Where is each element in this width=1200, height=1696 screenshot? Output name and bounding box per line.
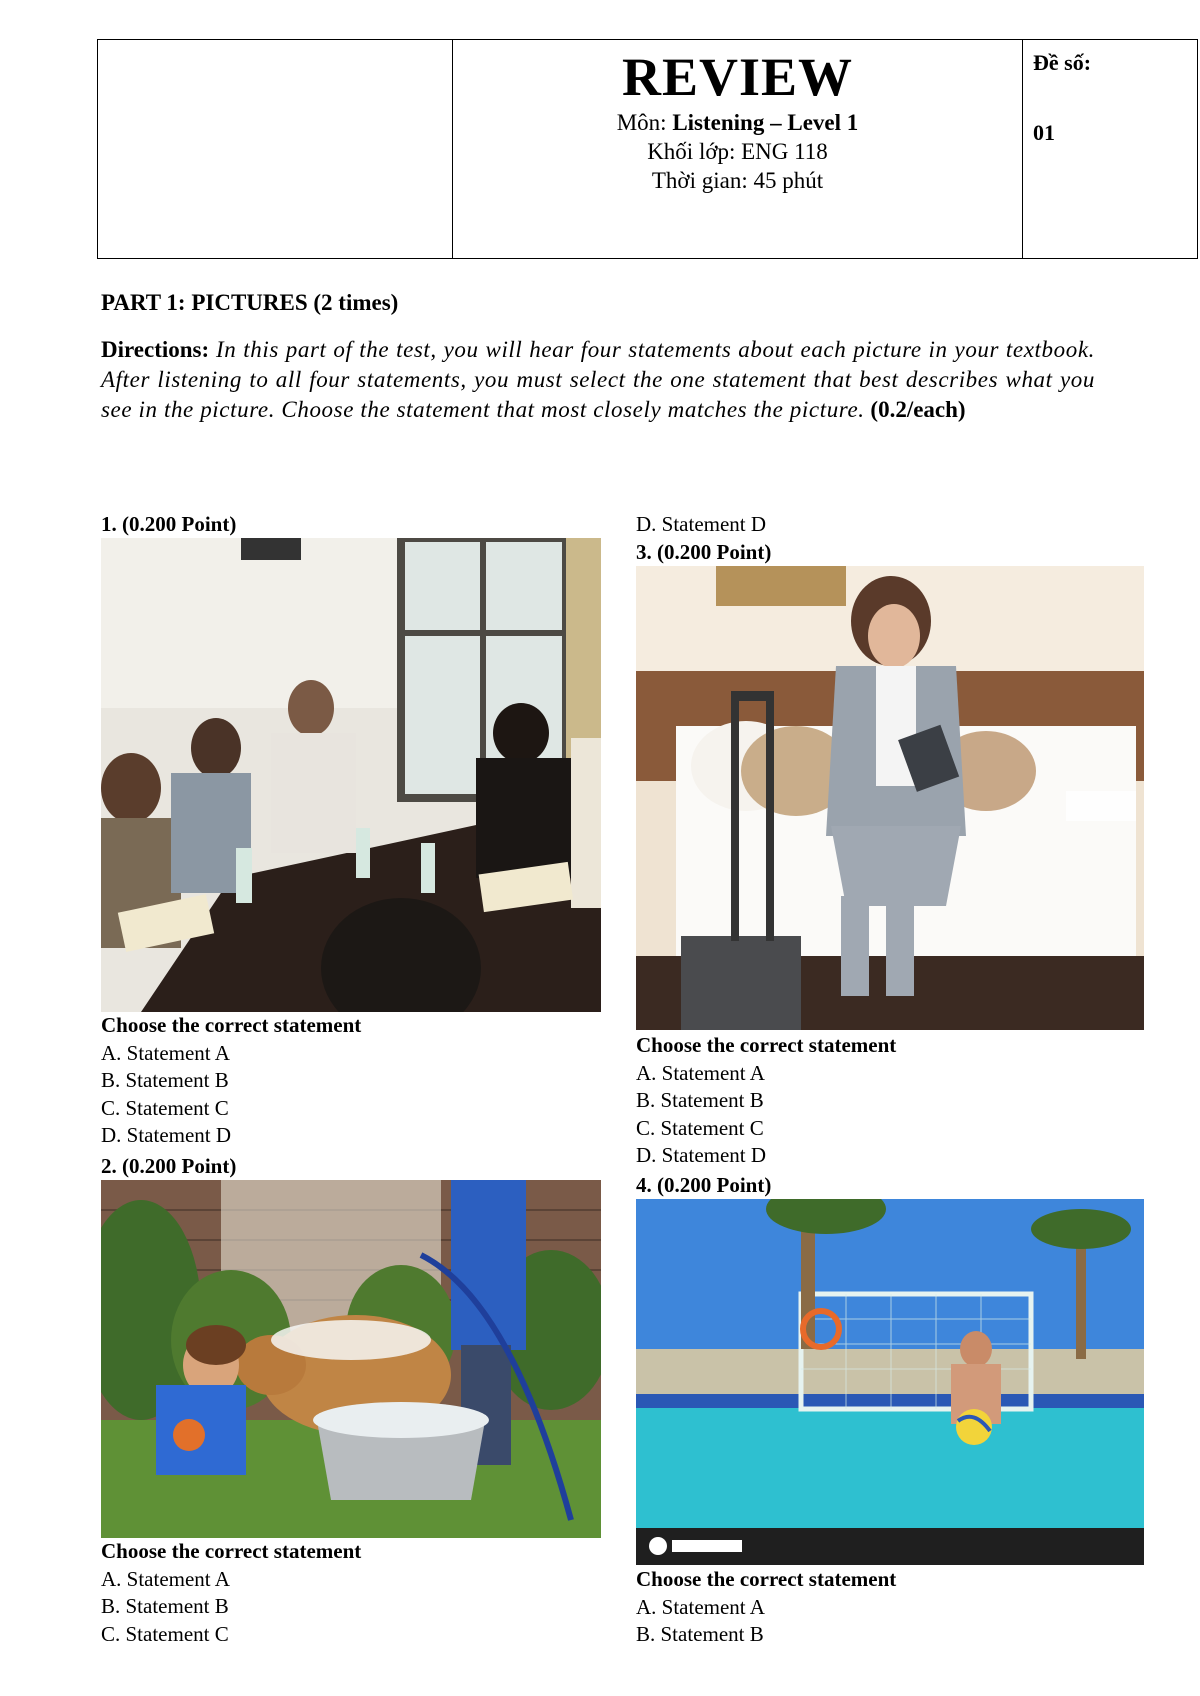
- question-prompt: Choose the correct statement: [636, 1567, 897, 1591]
- question-head: 4. (0.200 Point): [636, 1173, 772, 1197]
- question-head: 3. (0.200 Point): [636, 539, 772, 564]
- dog-bath-photo: [101, 1180, 601, 1538]
- water-polo-photo: [636, 1199, 1144, 1565]
- option-a[interactable]: A. Statement A: [101, 1566, 230, 1591]
- question-head: 1. (0.200 Point): [101, 512, 237, 536]
- question-prompt: Choose the correct statement: [101, 1539, 362, 1563]
- exam-code-label: Đề số:: [1033, 50, 1092, 75]
- question-3-answers: [636, 1032, 896, 1170]
- subject-line: Môn: Listening – Level 1: [616, 110, 859, 135]
- question-2: [101, 1153, 236, 1181]
- directions-label: Directions:: [101, 337, 210, 362]
- question-1-answers: [101, 1012, 361, 1150]
- time-line: Thời gian: 45 phút: [651, 168, 824, 193]
- exam-header-table: [97, 39, 1198, 259]
- option-a[interactable]: A. Statement A: [636, 1060, 765, 1085]
- header-title-cell: [453, 40, 1023, 258]
- option-a[interactable]: A. Statement A: [101, 1040, 230, 1065]
- meeting-room-photo: [101, 538, 601, 1012]
- option-b[interactable]: B. Statement B: [101, 1068, 229, 1092]
- option-b[interactable]: B. Statement B: [636, 1622, 764, 1646]
- preceding-option-d[interactable]: D. Statement D: [636, 512, 767, 536]
- question-prompt: Choose the correct statement: [101, 1013, 362, 1037]
- header-code-cell: [1023, 40, 1197, 258]
- question-1: [101, 511, 236, 539]
- subject-value: Listening – Level 1: [672, 110, 859, 135]
- question-2-answers: [101, 1538, 361, 1648]
- directions-text: In this part of the test, you will hear four statements about each picture in your textbook. After listening to all four statements, you must select the one statement that best describes what you see in the picture. Choose the statement that most closely matches the picture.: [101, 337, 1095, 422]
- exam-title: REVIEW: [621, 47, 854, 107]
- exam-code-value: 01: [1033, 120, 1055, 145]
- question-3: [636, 511, 771, 566]
- option-a[interactable]: A. Statement A: [636, 1594, 765, 1619]
- question-4-answers: [636, 1566, 896, 1649]
- directions: [101, 335, 1095, 425]
- hotel-businesswoman-photo: [636, 566, 1144, 1030]
- option-b[interactable]: B. Statement B: [636, 1088, 764, 1112]
- option-d[interactable]: D. Statement D: [636, 1143, 767, 1167]
- part-title: PART 1: PICTURES (2 times): [101, 290, 399, 315]
- grade-line: Khối lớp: ENG 118: [647, 139, 828, 164]
- directions-points: (0.2/each): [864, 397, 966, 422]
- question-prompt: Choose the correct statement: [636, 1033, 897, 1057]
- option-c[interactable]: C. Statement C: [636, 1115, 764, 1140]
- option-d[interactable]: D. Statement D: [101, 1123, 232, 1147]
- question-head: 2. (0.200 Point): [101, 1154, 237, 1178]
- question-4: [636, 1172, 771, 1200]
- option-c[interactable]: C. Statement C: [101, 1621, 229, 1646]
- header-logo-cell: [98, 40, 453, 258]
- option-c[interactable]: C. Statement C: [101, 1095, 229, 1120]
- option-b[interactable]: B. Statement B: [101, 1594, 229, 1618]
